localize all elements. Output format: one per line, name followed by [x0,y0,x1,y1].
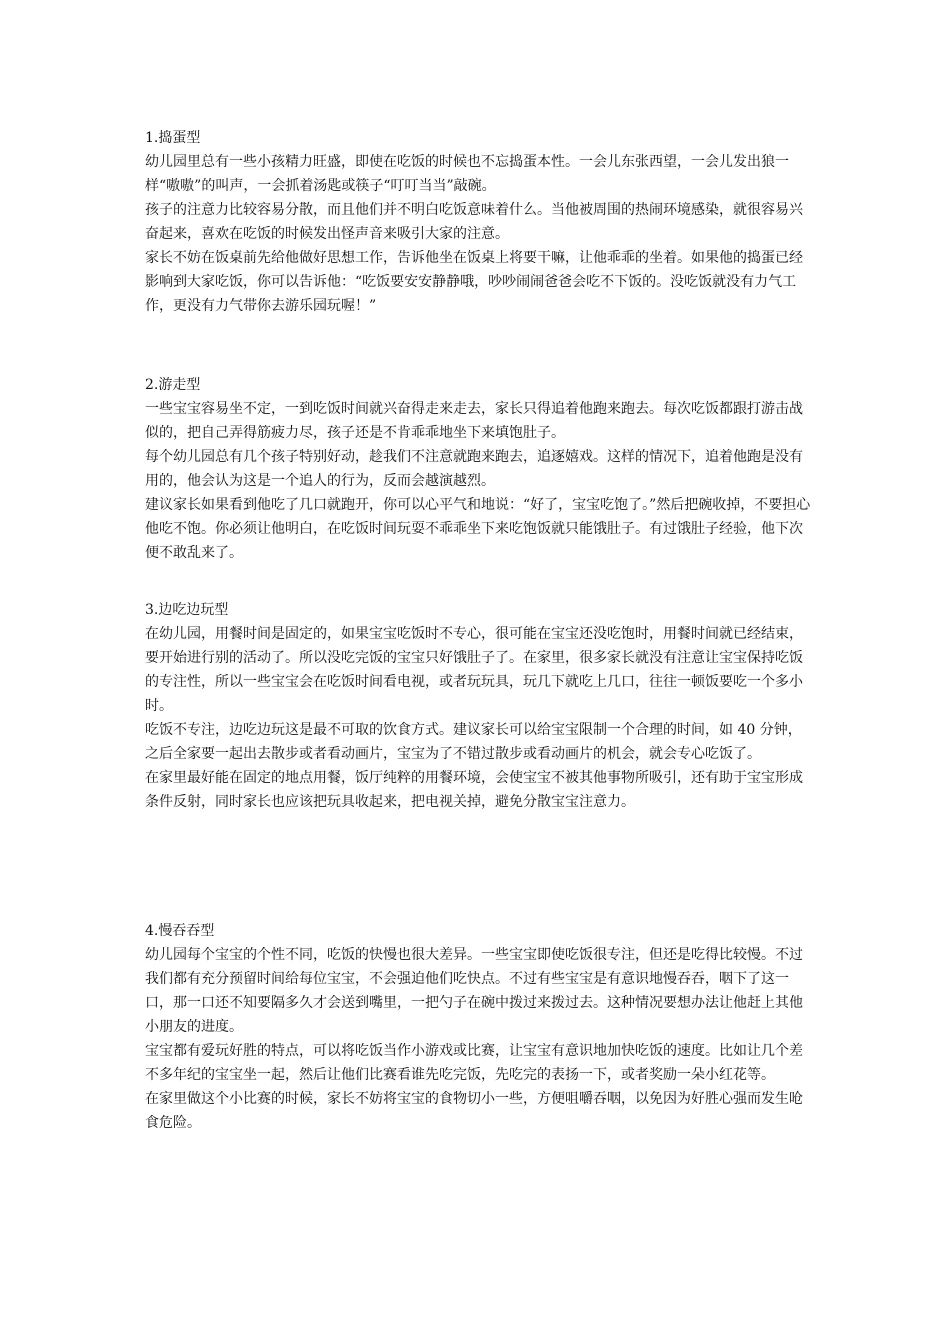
section-heading: 2.游走型 [145,377,201,393]
section-4 [145,919,815,1135]
paragraph: 幼儿园里总有一些小孩精力旺盛，即使在吃饭的时候也不忘捣蛋本性。一会儿东张西望，一会儿发出狼一样“嗷嗷”的叫声，一会抓着汤匙或筷子“叮叮当当”敲碗。 [145,154,789,194]
paragraph: 孩子的注意力比较容易分散，而且他们并不明白吃饭意味着什么。当他被周围的热闹环境感染，就很容易兴奋起来，喜欢在吃饭的时候发出怪声音来吸引大家的注意。 [145,202,803,242]
section-3 [145,598,815,814]
section-heading: 1.捣蛋型 [145,130,201,146]
paragraph: 在幼儿园，用餐时间是固定的，如果宝宝吃饭时不专心，很可能在宝宝还没吃饱时，用餐时间就已经结束，要开始进行别的活动了。所以没吃完饭的宝宝只好饿肚子了。在家里，很多家长就没有注意让宝宝保持吃饭的专注性，所以一些宝宝会在吃饭时间看电视，或者玩玩具，玩几下就吃上几口，往往一顿饭要吃一个多小时。 [145,626,803,714]
paragraph: 在家里做这个小比赛的时候，家长不妨将宝宝的食物切小一些，方便咀嚼吞咽，以免因为好胜心强而发生呛食危险。 [145,1091,803,1131]
section-heading: 4.慢吞吞型 [145,923,215,939]
paragraph: 吃饭不专注，边吃边玩这是最不可取的饮食方式。建议家长可以给宝宝限制一个合理的时间，如 40 分钟，之后全家要一起出去散步或者看动画片，宝宝为了不错过散步或看动画片的机会，就会专心吃饭了。 [145,722,802,762]
section-2 [145,373,815,565]
paragraph: 每个幼儿园总有几个孩子特别好动，趁我们不注意就跑来跑去，追逐嬉戏。这样的情况下，追着他跑是没有用的，他会认为这是一个追人的行为，反而会越演越烈。 [145,449,803,489]
paragraph: 宝宝都有爱玩好胜的特点，可以将吃饭当作小游戏或比赛，让宝宝有意识地加快吃饭的速度。比如让几个差不多年纪的宝宝坐一起，然后让他们比赛看谁先吃完饭，先吃完的表扬一下，或者奖励一朵小红花等。 [145,1043,803,1083]
paragraph: 建议家长如果看到他吃了几口就跑开，你可以心平气和地说：“好了，宝宝吃饱了。”然后把碗收掉，不要担心他吃不饱。你必须让他明白，在吃饭时间玩耍不乖乖坐下来吃饱饭就只能饿肚子。有过饿肚子经验，他下次便不敢乱来了。 [145,497,811,561]
paragraph: 在家里最好能在固定的地点用餐，饭厅纯粹的用餐环境，会使宝宝不被其他事物所吸引，还有助于宝宝形成条件反射，同时家长也应该把玩具收起来，把电视关掉，避免分散宝宝注意力。 [145,770,803,810]
section-heading: 3.边吃边玩型 [145,602,229,618]
section-1 [145,126,815,318]
paragraph: 幼儿园每个宝宝的个性不同，吃饭的快慢也很大差异。一些宝宝即使吃饭很专注，但还是吃得比较慢。不过我们都有充分预留时间给每位宝宝，不会强迫他们吃快点。不过有些宝宝是有意识地慢吞吞，咽下了这一口，那一口还不知要隔多久才会送到嘴里，一把勺子在碗中拨过来拨过去。这种情况要想办法让他赶上其他小朋友的进度。 [145,947,803,1035]
paragraph: 家长不妨在饭桌前先给他做好思想工作，告诉他坐在饭桌上将要干嘛，让他乖乖的坐着。如果他的捣蛋已经影响到大家吃饭，你可以告诉他：“吃饭要安安静静哦，吵吵闹闹爸爸会吃不下饭的。没吃饭就没有力气工作，更没有力气带你去游乐园玩喔！” [145,250,803,314]
paragraph: 一些宝宝容易坐不定，一到吃饭时间就兴奋得走来走去，家长只得追着他跑来跑去。每次吃饭都跟打游击战似的，把自己弄得筋疲力尽，孩子还是不肯乖乖地坐下来填饱肚子。 [145,401,803,441]
